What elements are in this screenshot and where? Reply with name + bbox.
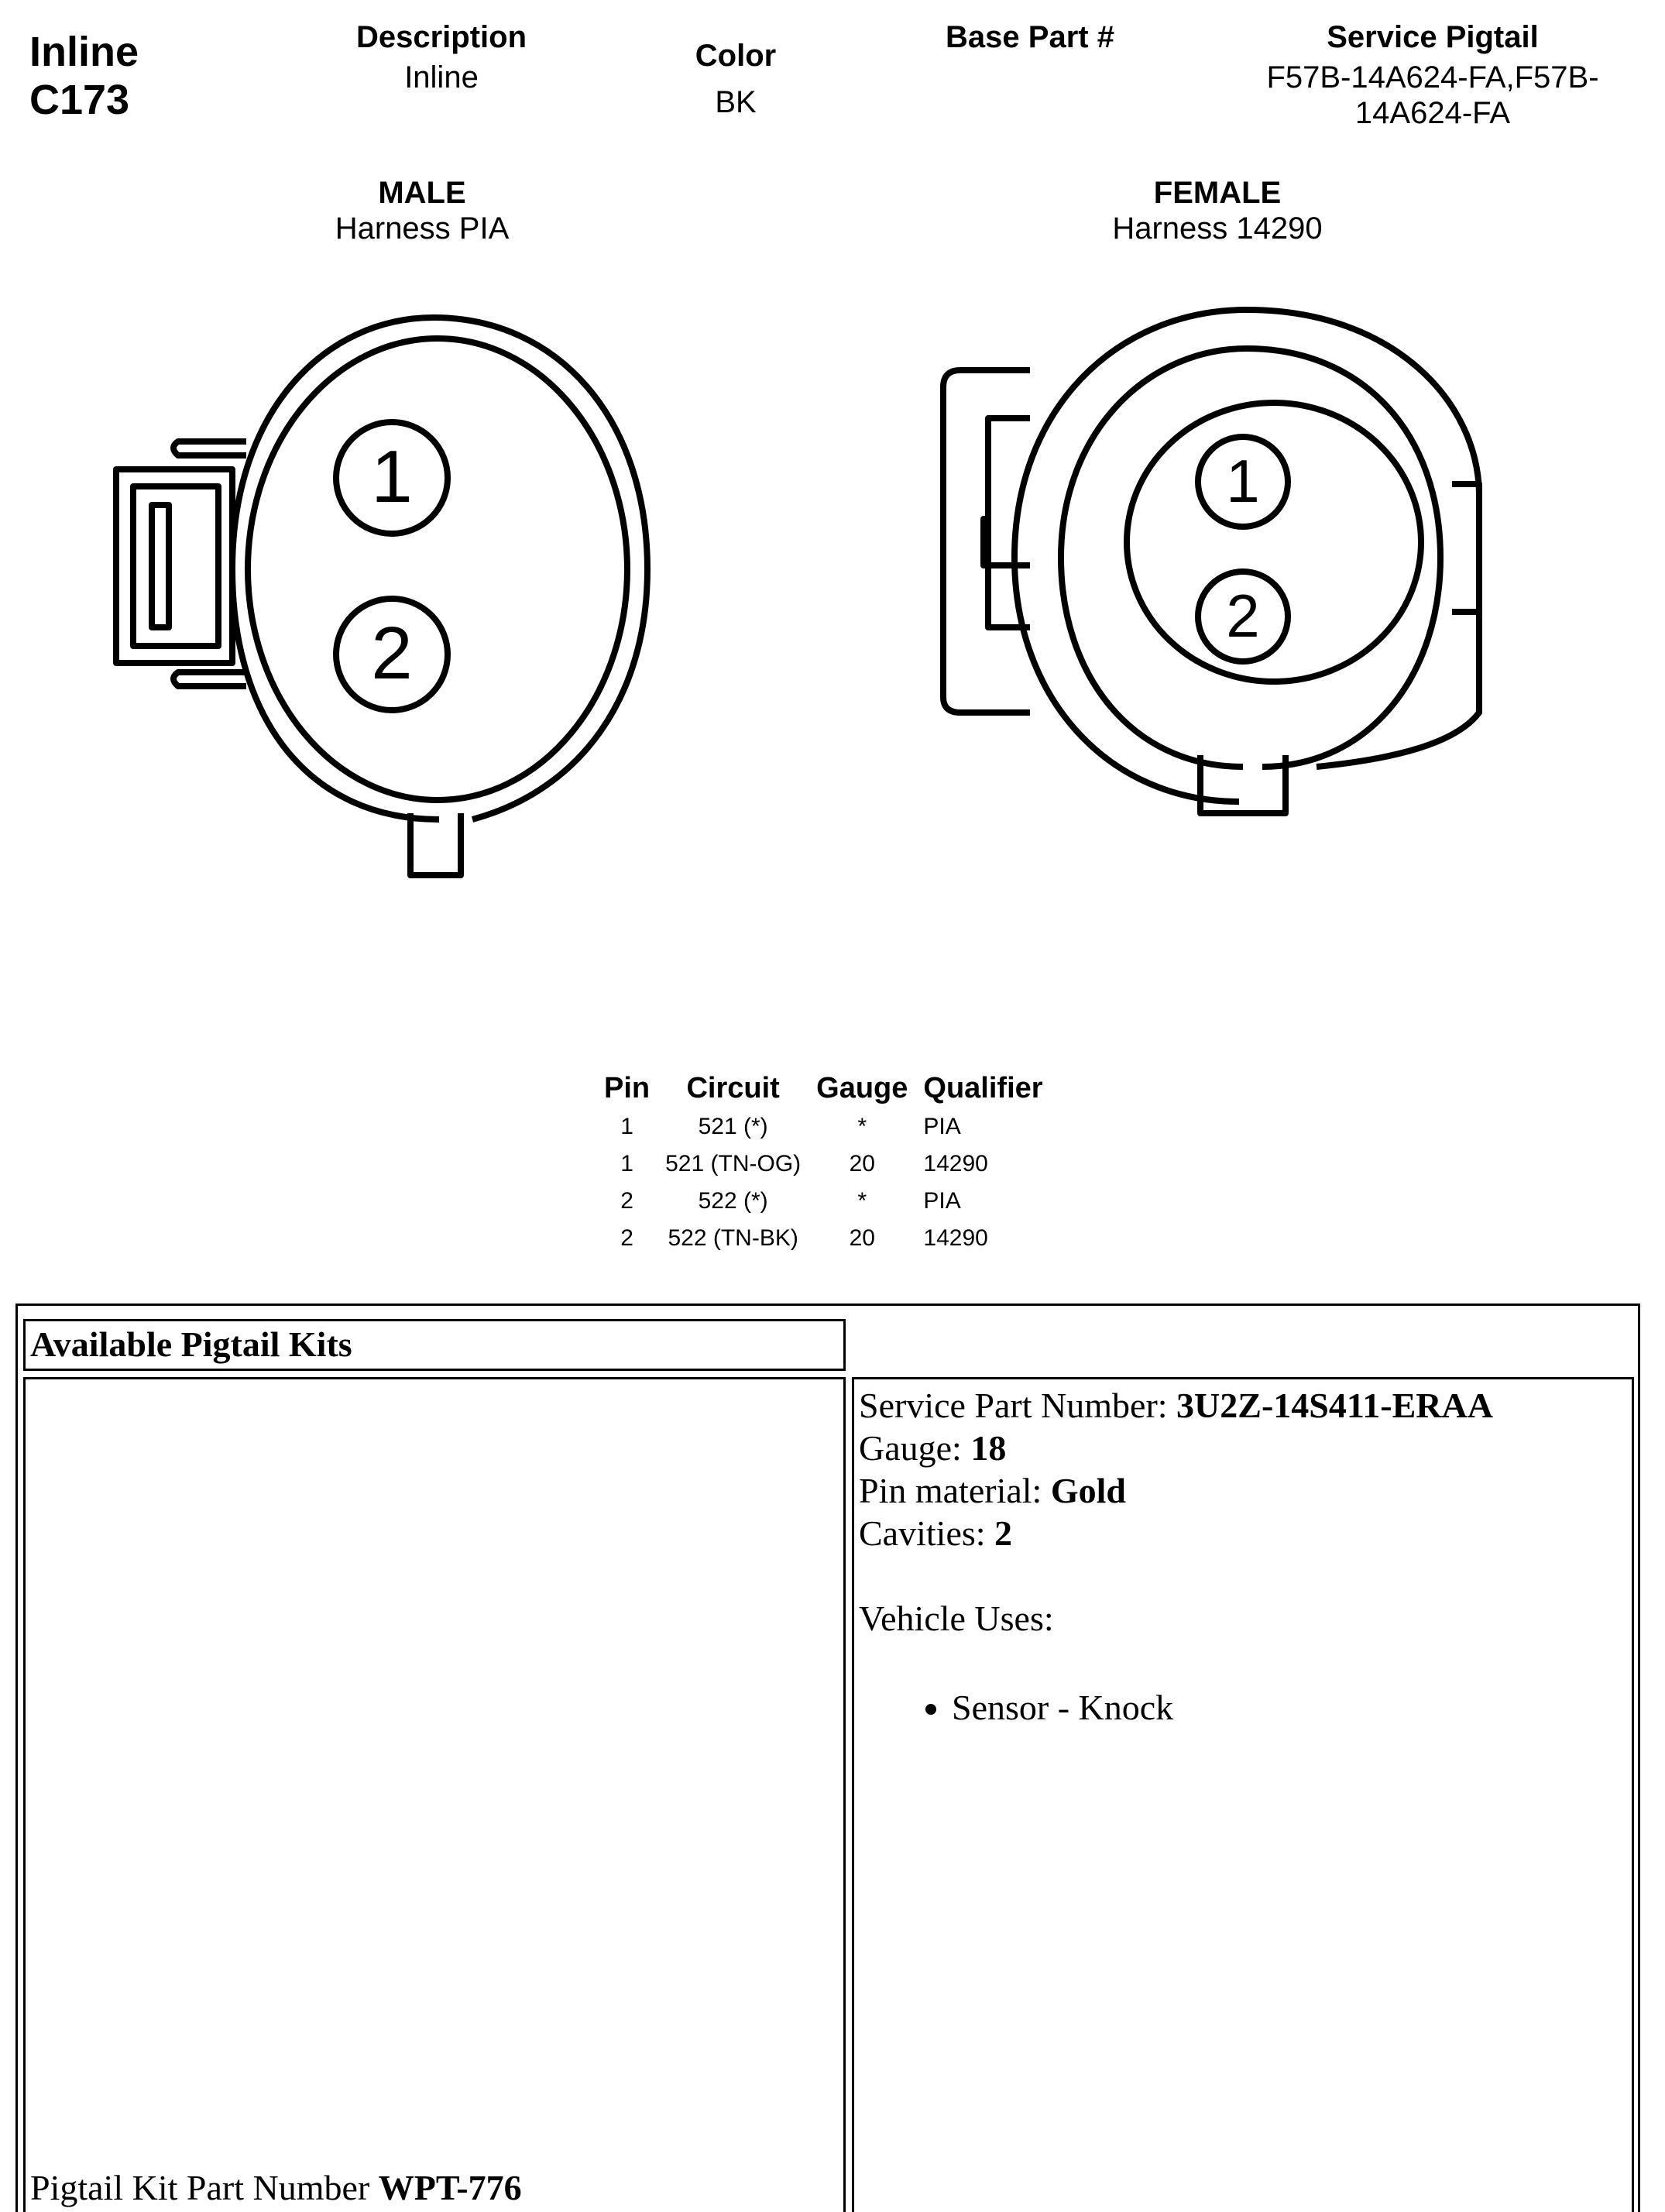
circuit-cell: 522 (*)	[698, 1188, 768, 1214]
male-body-outline	[232, 318, 647, 819]
female-right-bar	[1452, 484, 1479, 612]
table-row	[596, 1183, 1051, 1220]
cavities-value: 2	[994, 1513, 1013, 1553]
male-inner-face	[248, 338, 627, 800]
female-left-clip-inner	[988, 418, 1030, 627]
gauge-cell: 20	[849, 1151, 875, 1176]
gauge-value: 18	[970, 1428, 1007, 1468]
male-top-tab	[173, 441, 246, 455]
female-pin-1-label: 1	[1226, 447, 1260, 515]
table-row	[596, 1220, 1051, 1257]
service-part-line	[859, 1384, 1627, 1427]
qualifier-cell: 14290	[923, 1225, 988, 1251]
male-harness: Harness PIA	[335, 211, 510, 246]
cavities-label: Cavities:	[859, 1513, 995, 1553]
service-pigtail-line-2: 14A624-FA	[1354, 96, 1511, 130]
female-harness: Harness 14290	[1112, 211, 1323, 246]
male-latch-middle	[133, 486, 218, 646]
pin-material-label: Pin material:	[859, 1471, 1051, 1510]
qualifier-cell: PIA	[923, 1188, 961, 1214]
female-connector-diagram	[852, 0, 1665, 929]
color-value: BK	[715, 85, 757, 119]
qualifier-cell: 14290	[923, 1151, 988, 1176]
male-pin-1-label: 1	[371, 435, 413, 518]
list-item: • Sensor - Knock	[952, 1686, 1627, 1729]
gauge-column-header: Gauge	[816, 1072, 908, 1104]
gauge-cell: *	[857, 1188, 867, 1214]
female-body-outline	[1014, 310, 1479, 802]
gauge-line	[859, 1427, 1627, 1469]
male-latch-inner	[152, 505, 169, 627]
pin-cell: 2	[620, 1225, 633, 1251]
circuit-cell: 521 (*)	[698, 1114, 768, 1139]
qualifier-column-header: Qualifier	[923, 1072, 1043, 1104]
kit-part-label: Pigtail Kit Part Number	[30, 2168, 379, 2207]
vehicle-uses-label: Vehicle Uses:	[859, 1599, 1054, 1638]
female-pin-2-label: 2	[1226, 582, 1260, 650]
cavities-line	[859, 1512, 1627, 1554]
description-label: Description	[355, 20, 527, 54]
male-pin-2-label: 2	[371, 612, 413, 695]
description-value: Inline	[404, 60, 479, 94]
pigtail-kit-details-cell	[852, 1377, 1634, 2212]
pin-cell: 1	[620, 1114, 633, 1139]
kit-part-value: WPT-776	[378, 2168, 522, 2207]
circuit-cell: 522 (TN-BK)	[668, 1225, 798, 1251]
pin-table-header-row	[596, 1069, 1051, 1108]
pin-column-header: Pin	[604, 1072, 651, 1104]
male-bottom-tab	[173, 672, 246, 686]
title-line-1: Inline	[29, 29, 139, 75]
pin-cell: 1	[620, 1151, 633, 1176]
pin-material-line	[859, 1469, 1627, 1512]
female-inner-shell	[1061, 349, 1440, 767]
table-row	[596, 1108, 1051, 1146]
pin-material-value: Gold	[1050, 1471, 1126, 1510]
color-label: Color	[695, 39, 777, 73]
pin-table	[596, 1069, 1051, 1257]
pigtail-kits-heading-cell	[23, 1319, 846, 1371]
table-row	[596, 1146, 1051, 1183]
service-pigtail-line-1: F57B-14A624-FA,F57B-	[1266, 60, 1599, 94]
circuit-cell: 521 (TN-OG)	[665, 1151, 802, 1176]
pin-cell: 2	[620, 1188, 633, 1214]
service-part-label: Service Part Number:	[859, 1386, 1177, 1425]
male-gender: MALE	[378, 176, 466, 210]
vehicle-uses-list	[859, 1686, 1627, 1729]
title-line-2: C173	[29, 77, 130, 123]
gauge-cell: 20	[849, 1225, 875, 1251]
pigtail-kit-part-number	[30, 2166, 522, 2209]
gauge-label: Gauge:	[859, 1428, 971, 1468]
service-part-value: 3U2Z-14S411-ERAA	[1176, 1386, 1493, 1425]
female-inner-face	[1127, 403, 1421, 682]
pigtail-kits-heading: Available Pigtail Kits	[30, 1324, 352, 1364]
base-part-label: Base Part #	[946, 20, 1114, 54]
qualifier-cell: PIA	[923, 1114, 961, 1139]
service-pigtail-label: Service Pigtail	[1327, 20, 1539, 54]
circuit-column-header: Circuit	[686, 1072, 780, 1104]
male-connector-diagram	[0, 0, 852, 929]
female-gender: FEMALE	[1153, 176, 1282, 210]
pigtail-kit-image-cell	[23, 1377, 846, 2212]
gauge-cell: *	[857, 1114, 867, 1139]
male-key-tab	[410, 813, 461, 875]
